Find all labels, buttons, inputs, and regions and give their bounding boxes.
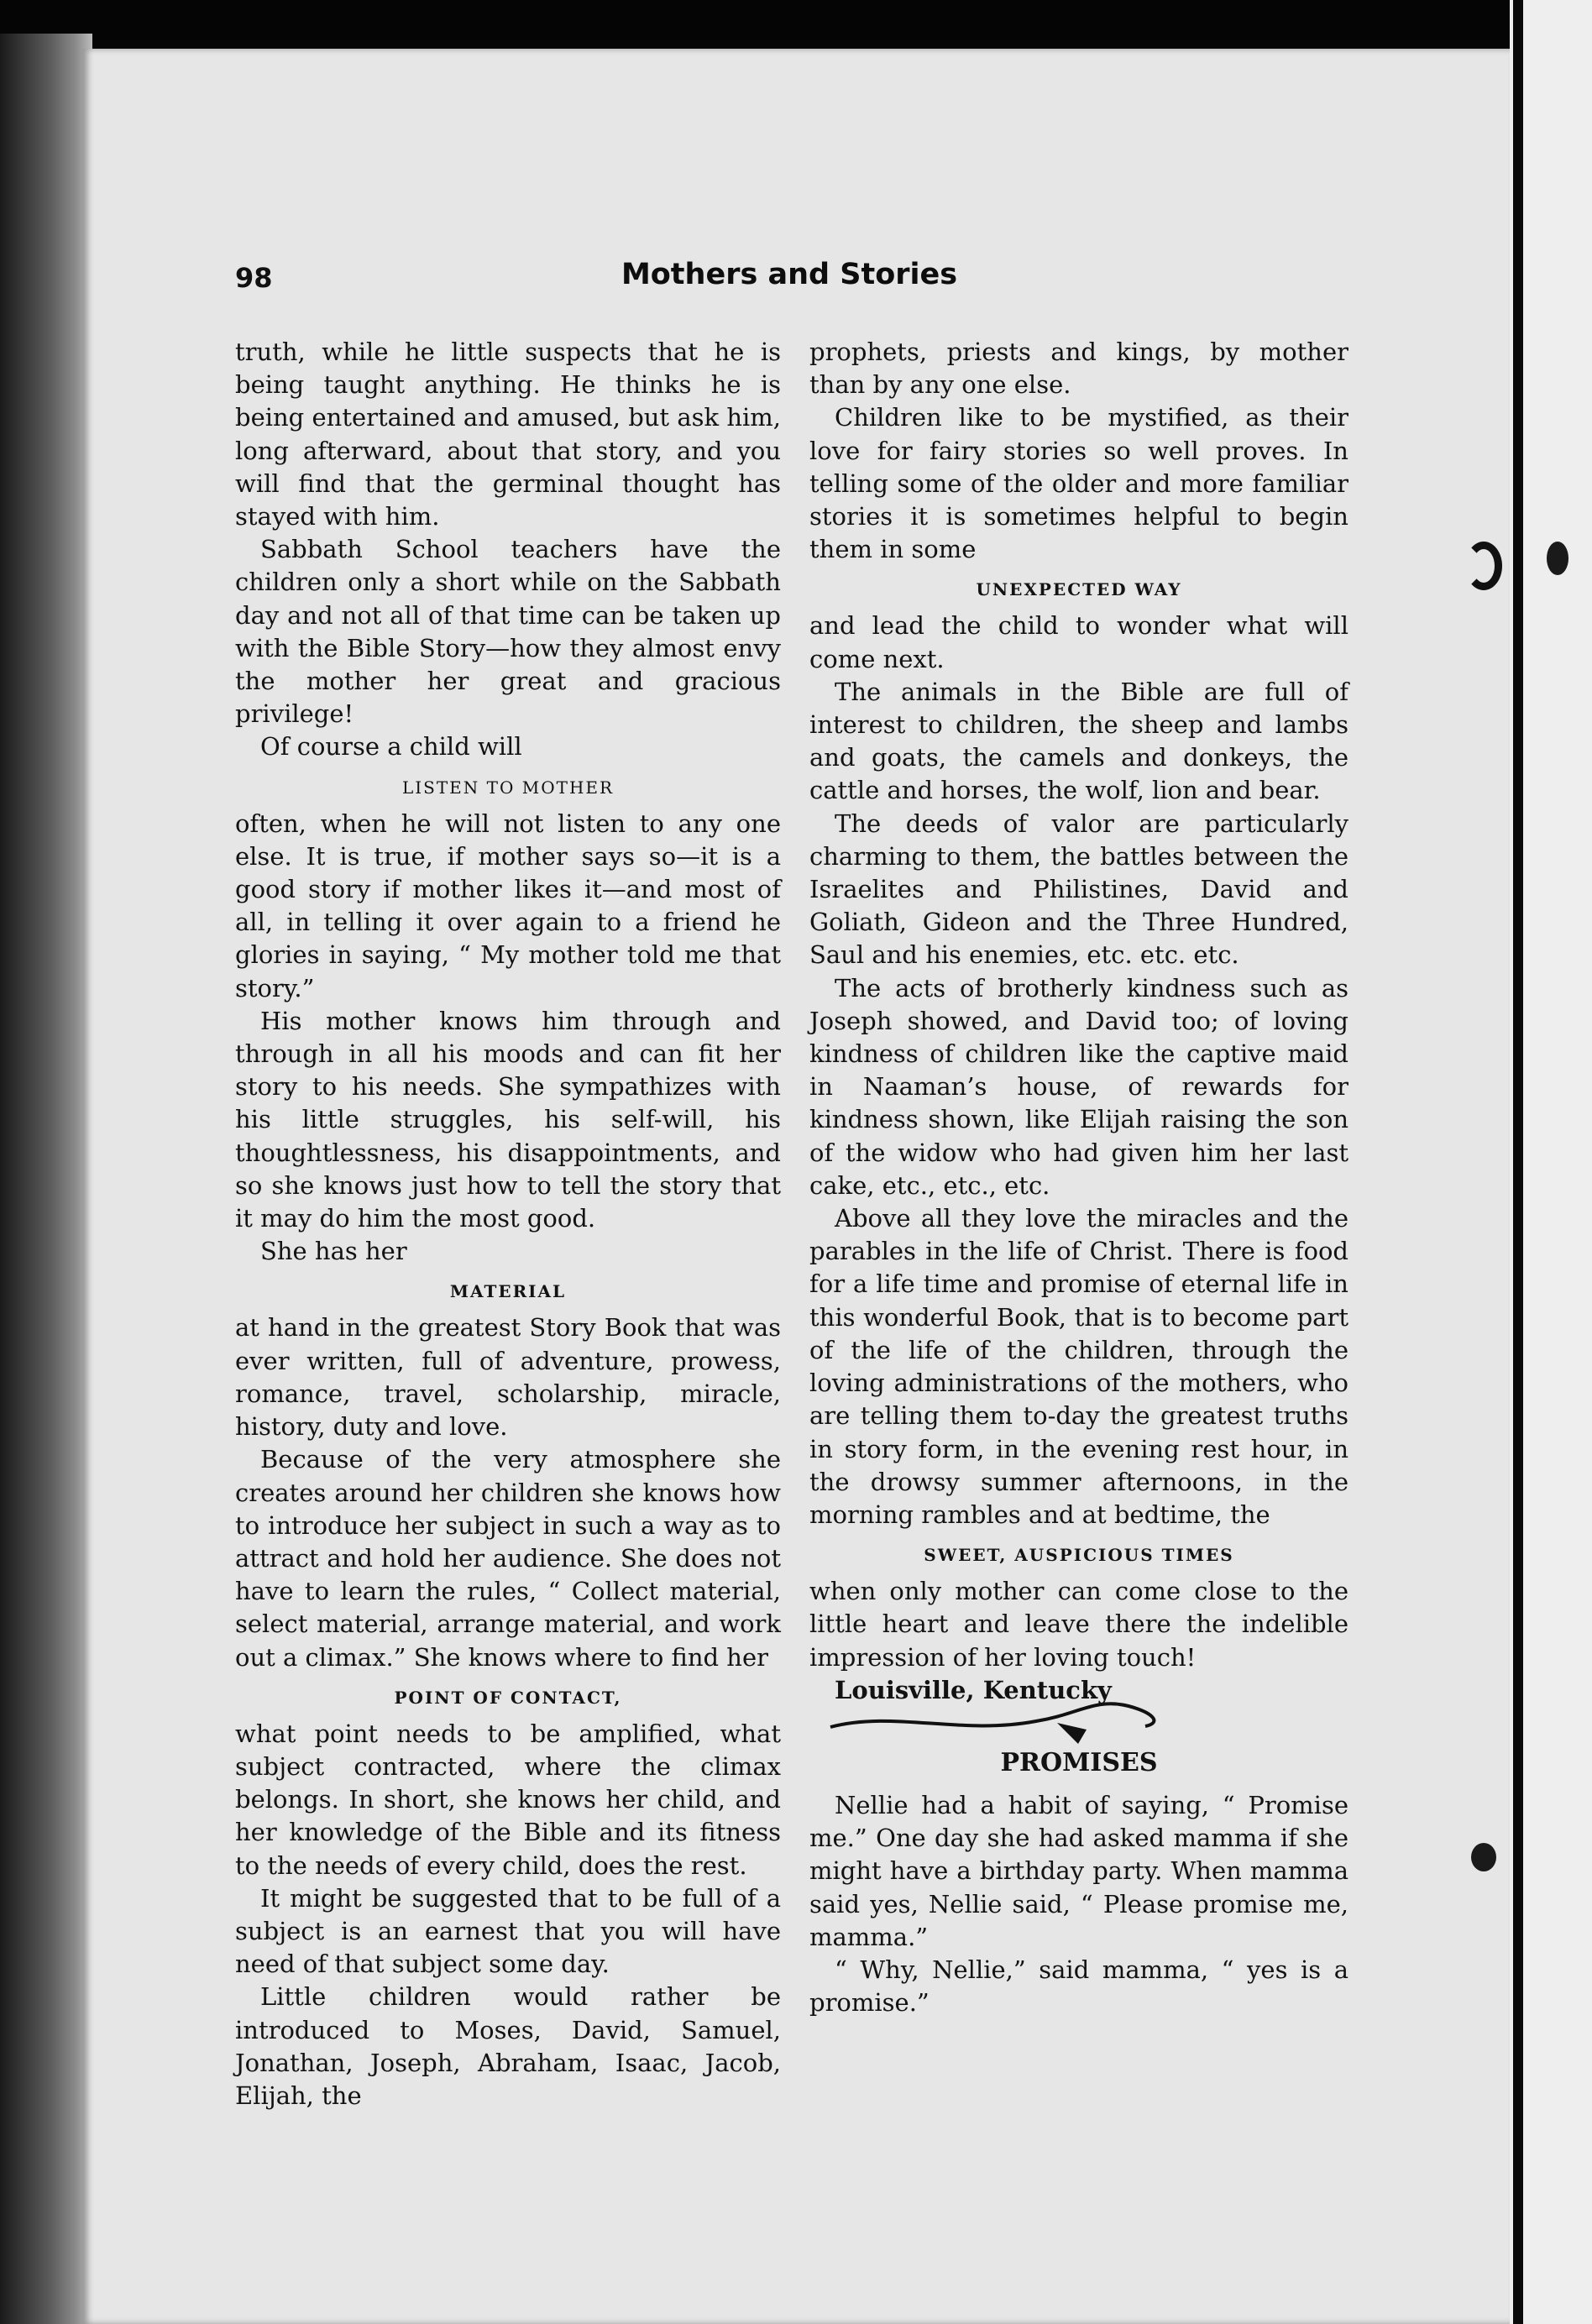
binding-hole-icon	[1471, 1843, 1496, 1871]
paragraph: truth, while he little suspects that he is being taught anything. He thinks he is being entertained and amused, but ask him, long afterward, about that story, and you will find that the germinal thought has stayed with him.	[235, 338, 781, 531]
signature-block	[809, 1674, 1348, 1741]
section-heading: LISTEN TO MOTHER	[401, 777, 615, 798]
section-heading: UNEXPECTED WAY	[976, 579, 1182, 600]
paragraph: His mother knows him through and through in all his moods and can fit her story to his needs. She sympathizes with his little struggles, his self-will, his thoughtlessness, his disappointments, and so she knows just how to tell the story that it may do him the most good.	[235, 1006, 781, 1233]
section-heading: SWEET, AUSPICIOUS TIMES	[924, 1545, 1234, 1566]
paragraph: Of course a child will	[260, 732, 522, 762]
running-title: Mothers and Stories	[621, 258, 958, 291]
book-spine-edge	[0, 34, 92, 2324]
flourish-ornament-icon	[826, 1689, 1179, 1748]
paragraph: It might be suggested that to be full of a subject is an earnest that you will have need of that subject some day.	[235, 1883, 781, 1979]
right-column	[809, 336, 1348, 2019]
paragraph: Because of the very atmosphere she creates around her children she knows how to introduce her subject in such a way as to attract and hold her audience. She does not have to learn the rules, “ Collect material, select material, arrange material, and work out a climax.” She knows where to find her	[235, 1445, 781, 1672]
paragraph: Sabbath School teachers have the children only a short while on the Sabbath day and not all of that time can be taken up with the Bible Story—how they almost envy the mother her great and gracious privilege!	[235, 535, 781, 729]
paragraph: The acts of brotherly kindness such as Joseph showed, and David too; of loving kindness of children like the captive maid in Naaman’s house, of rewards for kindness shown, like Elijah raising the son of the widow who had given him her last cake, etc., etc., etc.	[809, 973, 1348, 1200]
page-number: 98	[235, 262, 273, 294]
page-edge-rule	[1513, 0, 1523, 2324]
paragraph: The deeds of valor are particularly charming to them, the battles between the Israelites and Philistines, David and Goliath, Gideon and the Three Hundred, Saul and his enemies, etc. etc. etc.	[809, 809, 1348, 970]
scan-border-top	[0, 0, 1592, 50]
paragraph: Nellie had a habit of saying, “ Promise me.” One day she had asked mamma if she might have a birthday party. When mamma said yes, Nellie said, “ Please promise me, mamma.”	[809, 1790, 1348, 1951]
paragraph: “ Why, Nellie,” said mamma, “ yes is a promise.”	[809, 1955, 1348, 2018]
paragraph: Little children would rather be introduced to Moses, David, Samuel, Jonathan, Joseph, Abraham, Isaac, Jacob, Elijah, the	[235, 1982, 781, 2110]
paragraph: at hand in the greatest Story Book that was ever written, full of adventure, prowess, romance, travel, scholarship, miracle, history, duty and love.	[235, 1313, 781, 1442]
section-heading: MATERIAL	[449, 1281, 567, 1302]
paragraph: what point needs to be amplified, what subject contracted, where the climax belongs. In short, she knows her child, and her knowledge of the Bible and its fitness to the needs of every child, does the rest.	[235, 1719, 781, 1880]
paragraph: and lead the child to wonder what will come next.	[809, 611, 1348, 673]
paragraph: Above all they love the miracles and the parables in the life of Christ. There is food for a life time and promise of eternal life in this wonderful Book, that is to become part of the life of the children, through the loving administrations of the mothers, who are telling them to-day the greatest truths in story form, in the evening rest hour, in the drowsy summer afternoons, in the morning rambles and at bedtime, the	[809, 1204, 1348, 1529]
left-column	[235, 336, 781, 2112]
signature-location: Louisville, Kentucky	[835, 1675, 1112, 1704]
paragraph: often, when he will not listen to any one else. It is true, if mother says so—it is a good story if mother likes it—and most of all, in telling it over again to a friend he glories in saying, “ My mother told me that story.”	[235, 809, 781, 1002]
paragraph: prophets, priests and kings, by mother than by any one else.	[809, 338, 1348, 400]
binding-hole-icon	[1547, 542, 1568, 575]
paragraph: when only mother can come close to the little heart and leave there the indelible impression of her loving touch!	[809, 1577, 1348, 1672]
article-title: PROMISES	[1000, 1747, 1158, 1777]
paragraph: She has her	[260, 1237, 407, 1266]
binding-hole-icon	[1465, 542, 1502, 590]
paragraph: The animals in the Bible are full of interest to children, the sheep and lambs and goats, the camels and donkeys, the cattle and horses, the wolf, lion and bear.	[809, 677, 1348, 805]
paragraph: Children like to be mystified, as their love for fairy stories so well proves. In telling some of the older and more familiar stories it is sometimes helpful to begin them in some	[809, 403, 1348, 564]
section-heading: POINT OF CONTACT,	[394, 1687, 622, 1708]
